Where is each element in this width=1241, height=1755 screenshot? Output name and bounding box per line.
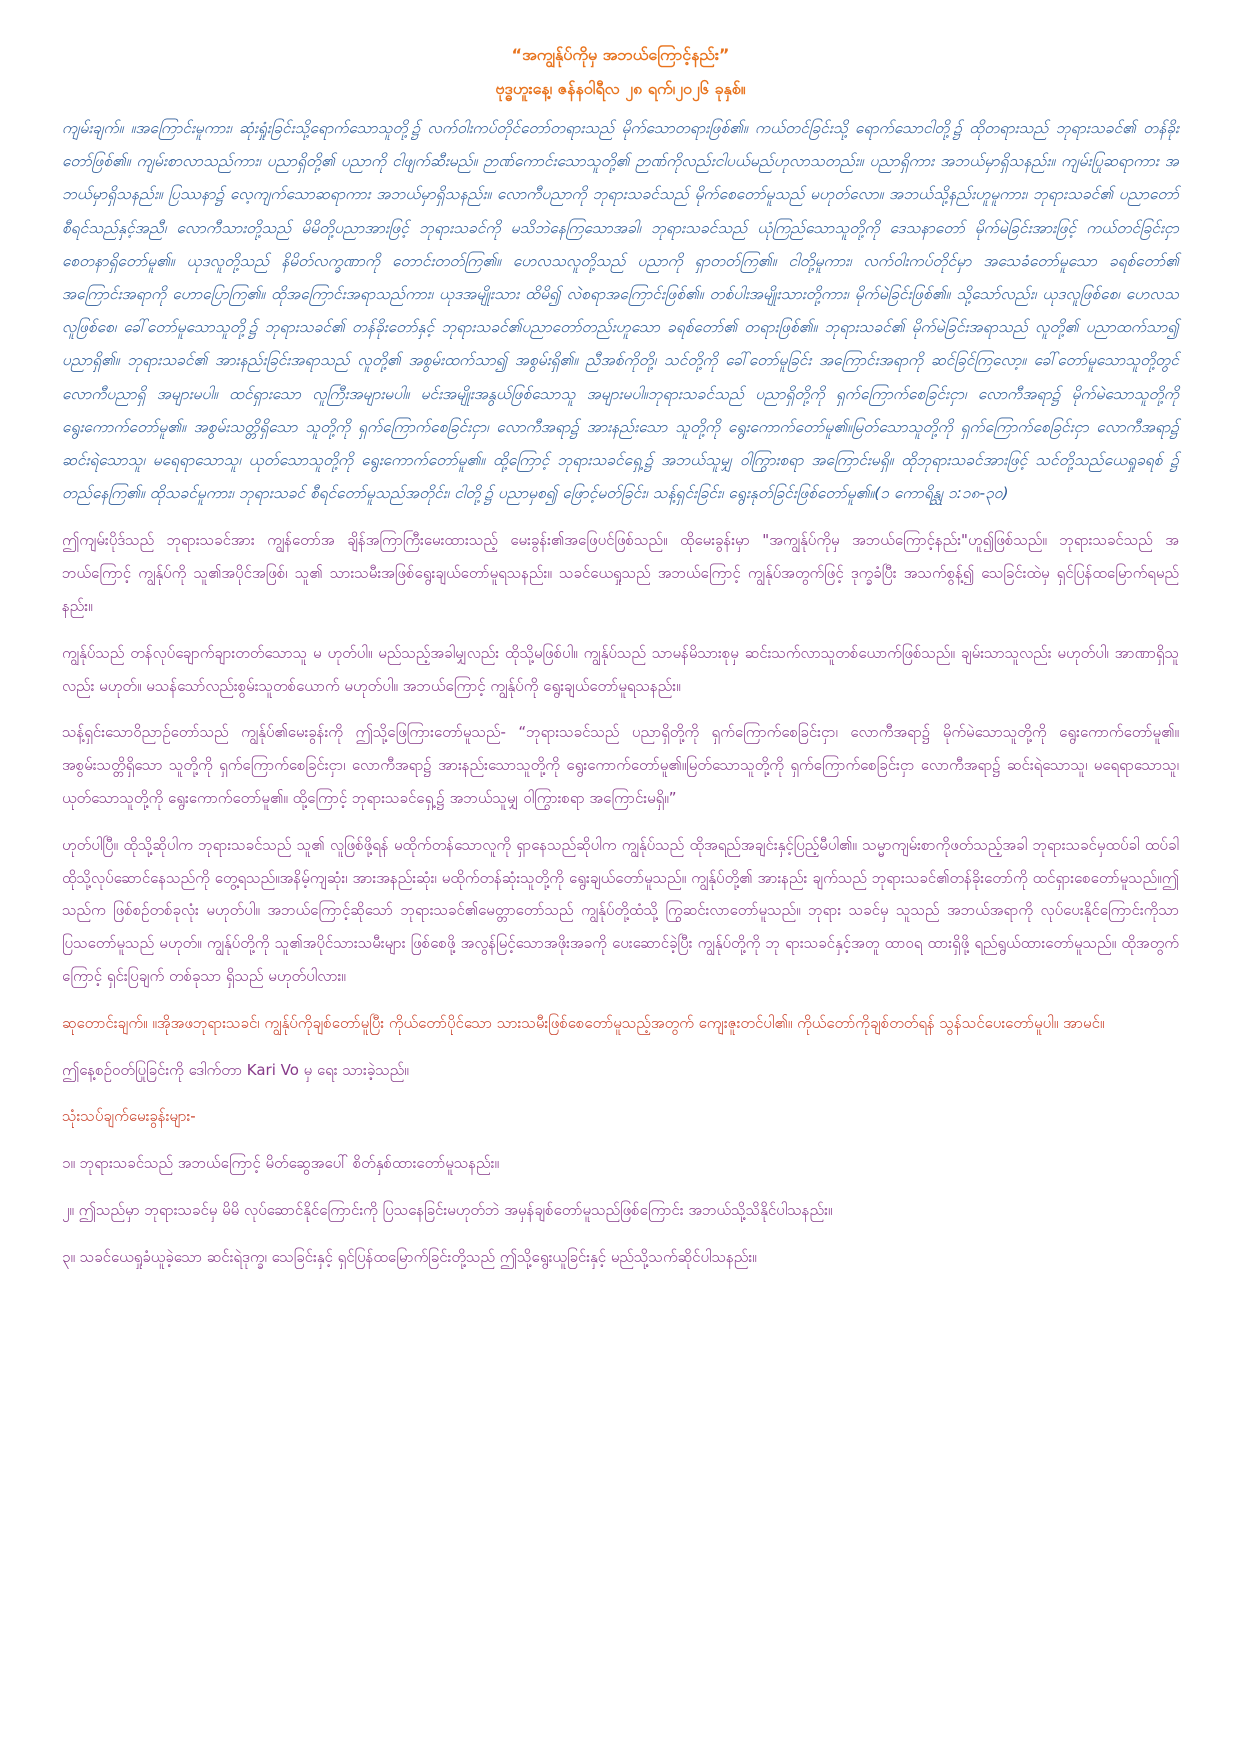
body-paragraph-1: ဤကျမ်းပိုဒ်သည် ဘုရားသခင်အား ကျွန်တော်အ ချိန်အကြာကြီးမေးထားသည့် မေးခွန်း၏အဖြေပင်ဖြစ်သည်။ ထိုမေးခွန်းမှာ "အကျွန်ုပ်ကိုမှ အဘယ်ကြောင့်နည်း"ဟူ၍ဖြစ်သည်။ ဘုရားသခင်သည် အ ဘယ်ကြောင့် ကျွန်ုပ်ကို သူ၏အပိုင်အဖြစ်၊ သူ၏ သားသမီးအဖြစ်ရွေးချယ်တော်မူရသနည်း။ သခင်ယေရှုသည် အဘယ်ကြောင့် ကျွန်ုပ်အတွက်ဖြင့် ဒုက္ခခံပြီး အသက်စွန့်၍ သေခြင်းထဲမှ ရှင်ပြန်ထမြောက်ရမည်နည်း။ bbox=[62, 531, 1179, 616]
body-paragraph-3: သန့်ရှင်းသောဝိညာဉ်တော်သည် ကျွန်ုပ်၏မေးခွန်းကို ဤသို့ဖြေကြားတော်မူသည်- “ဘုရားသခင်သည် ပညာရှိတို့ကို ရှက်ကြောက်စေခြင်းငှာ၊ လောကီအရာ၌ မိုက်မဲသောသူတို့ကို ရွေးကောက်တော်မူ၏။ အစွမ်းသတ္တိရှိသော သူတို့ကို ရှက်ကြောက်စေခြင်းငှာ၊ လောကီအရာ၌ အားနည်းသောသူတို့ကို ရွေးကောက်တော်မူ၏။မြတ်သောသူတို့ကို ရှက်ကြောက်စေခြင်းငှာ လောကီအရာ၌ ဆင်းရဲသောသူ၊ မရေရာသောသူ၊ ယုတ်သောသူတို့ကို ရွေးကောက်တော်မူ၏။ ထို့ကြောင့် ဘုရားသခင်ရှေ့၌ အဘယ်သူမျှ ဝါကြွားစရာ အကြောင်းမရှိ။” bbox=[62, 723, 1179, 808]
body-paragraph-2: ကျွန်ုပ်သည် တန်လုပ်ချောက်ချားတတ်သောသူ မ ဟုတ်ပါ။ မည်သည့်အခါမျှလည်း ထိုသို့မဖြစ်ပါ။ ကျွန်ုပ်သည် သာမန်မိသားစုမှ ဆင်းသက်လာသူတစ်ယောက်ဖြစ်သည်။ ချမ်းသာသူလည်း မဟုတ်ပါ၊ အာဏာရှိသူလည်း မဟုတ်။ မသန်သော်လည်းစွမ်းသူတစ်ယောက် မဟုတ်ပါ။ အဘယ်ကြောင့် ကျွန်ုပ်ကို ရွေးချယ်တော်မူရသနည်း။ bbox=[62, 643, 1179, 695]
prayer-paragraph: ဆုတောင်းချက်။ ။အိုအဖဘုရားသခင်၊ ကျွန်ုပ်ကိုချစ်တော်မူပြီး ကိုယ်တော်ပိုင်သော သားသမီးဖြစ်စေတော်မူသည့်အတွက် ကျေးဇူးတင်ပါ၏။ ကိုယ်တော်ကိုချစ်တတ်ရန် သွန်သင်ပေးတော်မူပါ။ အာမင်။ bbox=[62, 1013, 1105, 1032]
reflection-question-3: ၃။ သခင်ယေရှုခံယူခဲ့သော ဆင်းရဲဒုက္ခ၊ သေခြင်းနှင့် ရှင်ပြန်ထမြောက်ခြင်းတို့သည် ဤသို့ရွေးယူခြင်းနှင့် မည်သို့သက်ဆိုင်ပါသနည်း။ bbox=[62, 1247, 757, 1266]
reflection-question-1: ၁။ ဘုရားသခင်သည် အဘယ်ကြောင့် မိတ်ဆွေအပေါ် စိတ်နှစ်ထားတော်မူသနည်း။ bbox=[62, 1154, 500, 1173]
reflection-questions-heading: သုံးသပ်ချက်မေးခွန်းများ- bbox=[62, 1107, 196, 1126]
scripture-passage: ကျမ်းချက်။ ။အကြောင်းမူကား၊ ဆုံးရှုံးခြင်းသို့ရောက်သောသူတို့၌ လက်ဝါးကပ်တိုင်တော်တရားသည် မိုက်သောတရားဖြစ်၏။ ကယ်တင်ခြင်းသို့ ရောက်သောငါတို့၌ ထိုတရားသည် ဘုရားသခင်၏ တန်ခိုးတော်ဖြစ်၏။ ကျမ်းစာလာသည်ကား၊ ပညာရှိတို့၏ ပညာကို ငါဖျက်ဆီးမည်။ ဉာဏ်ကောင်းသောသူတို့၏ ဉာဏ်ကိုလည်းငါပယ်မည်ဟုလာသတည်း။ ပညာရှိကား အဘယ်မှာရှိသနည်း။ ကျမ်းပြုဆရာကား အဘယ်မှာရှိသနည်း။ ပြဿနာ၌ လေ့ကျက်သောဆရာကား အဘယ်မှာရှိသနည်း။ လောကီပညာကို ဘုရားသခင်သည် မိုက်စေတော်မူသည် မဟုတ်လော။ အဘယ်သို့နည်းဟူမူကား၊ ဘုရားသခင်၏ ပညာတော်စီရင်သည်နှင့်အညီ၊ လောကီသားတို့သည် မိမိတို့ပညာအားဖြင့် ဘုရားသခင်ကို မသိဘဲနေကြသောအခါ၊ ဘုရားသခင်သည် ယုံကြည်သောသူတို့ကို ဒေသနာတော် မိုက်မဲခြင်းအားဖြင့် ကယ်တင်ခြင်းငှာ စေတနာရှိတော်မူ၏။ ယုဒလူတို့သည် နိမိတ်လက္ခဏာကို တောင်းတတ်ကြ၏။ ဟေလသလူတို့သည် ပညာကို ရှာတတ်ကြ၏။ ငါတို့မူကား၊ လက်ဝါးကပ်တိုင်မှာ အသေခံတော်မူသော ခရစ်တော်၏ အကြောင်းအရာကို ဟောပြောကြ၏။ ထိုအကြောင်းအရာသည်ကား၊ ယုဒအမျိုးသား ထိမိ၍ လဲစရာအကြောင်းဖြစ်၏။ တစ်ပါးအမျိုးသားတို့ကား၊ မိုက်မဲခြင်းဖြစ်၏။ သို့သော်လည်း၊ ယုဒလူဖြစ်စေ၊ ဟေလသလူဖြစ်စေ၊ ခေါ်တော်မူသောသူတို့၌ ဘုရားသခင်၏ တန်ခိုးတော်နှင့် ဘုရားသခင်၏ပညာတော်တည်းဟူသော ခရစ်တော်၏ တရားဖြစ်၏။ ဘုရားသခင်၏ မိုက်မဲခြင်းအရာသည် လူတို့၏ ပညာထက်သာ၍ ပညာရှိ၏။ ဘုရားသခင်၏ အားနည်းခြင်းအရာသည် လူတို့၏ အစွမ်းထက်သာ၍ အစွမ်းရှိ၏။ ညီအစ်ကိုတို့၊ သင်တို့ကို ခေါ်တော်မူခြင်း အကြောင်းအရာကို ဆင်ခြင်ကြလော့။ ခေါ်တော်မူသောသူတို့တွင် လောကီပညာရှိ အများမပါ။ ထင်ရှားသော လူကြီးအများမပါ။ မင်းအမျိုးအနွယ်ဖြစ်သောသူ အများမပါ။ဘုရားသခင်သည် ပညာရှိတို့ကို ရှက်ကြောက်စေခြင်းငှာ၊ လောကီအရာ၌ မိုက်မဲသောသူတို့ကို ရွေးကောက်တော်မူ၏။ အစွမ်းသတ္တိရှိသော သူတို့ကို ရှက်ကြောက်စေခြင်းငှာ၊ လောကီအရာ၌ အားနည်းသော သူတို့ကို ရွေးကောက်တော်မူ၏။မြတ်သောသူတို့ကို ရှက်ကြောက်စေခြင်းငှာ လောကီအရာ၌ ဆင်းရဲသောသူ၊ မရေရာသောသူ၊ ယုတ်သောသူတို့ကို ရွေးကောက်တော်မူ၏။ ထို့ကြောင့် ဘုရားသခင်ရှေ့၌ အဘယ်သူမျှ ဝါကြွားစရာ အကြောင်းမရှိ။ ထိုဘုရားသခင်အားဖြင့် သင်တို့သည်ယေရှုခရစ် ၌ တည်နေကြ၏။ ထိုသခင်မူကား၊ ဘုရားသခင် စီရင်တော်မူသည်အတိုင်း၊ ငါတို့၌ ပညာမှစ၍ ဖြောင့်မတ်ခြင်း၊ သန့်ရှင်းခြင်း၊ ရွေးနုတ်ခြင်းဖြစ်တော်မူ၏။(၁ ကောရိန္သု ၁:၁၈-၃၀) bbox=[62, 119, 1179, 503]
body-paragraph-4: ဟုတ်ပါပြီ။ ထိုသို့ဆိုပါက ဘုရားသခင်သည် သူ၏ လူဖြစ်ဖို့ရန် မထိုက်တန်သောလူကို ရှာနေသည်ဆိုပါက ကျွန်ုပ်သည် ထိုအရည်အချင်းနှင့်ပြည့်မီပါ၏။ သမ္မာကျမ်းစာကိုဖတ်သည့်အခါ ဘုရားသခင်မှထပ်ခါ ထပ်ခါ ထိုသို့လုပ်ဆောင်နေသည်ကို တွေ့ရသည်။အနိမ့်ကျဆုံး၊ အားအနည်းဆုံး၊ မထိုက်တန်ဆုံးသူတို့ကို ရွေးချယ်တော်မူသည်။ ကျွန်ုပ်တို့၏ အားနည်း ချက်သည် ဘုရားသခင်၏တန်ခိုးတော်ကို ထင်ရှားစေတော်မူသည်။ဤသည်က ဖြစ်စဉ်တစ်ခုလုံး မဟုတ်ပါ။ အဘယ်ကြောင့်ဆိုသော် ဘုရားသခင်၏မေတ္တာတော်သည် ကျွန်ုပ်တို့ထံသို့ ကြွဆင်းလာတော်မူသည်။ ဘုရား သခင်မှ သူသည် အဘယ်အရာကို လုပ်ပေးနိုင်ကြောင်းကိုသာ ပြသတော်မူသည် မဟုတ်။ ကျွန်ုပ်တို့ကို သူ၏အပိုင်သားသမီးများ ဖြစ်စေဖို့ အလွန်မြင့်သောအဖိုးအခကို ပေးဆောင်ခဲ့ပြီး ကျွန်ုပ်တို့ကို ဘု ရားသခင်နှင့်အတူ ထာဝရ ထားရှိဖို့ ရည်ရွယ်ထားတော်မူသည်။ ထိုအတွက်ကြောင့် ရှင်းပြချက် တစ်ခုသာ ရှိသည် မဟုတ်ပါလား။ bbox=[62, 835, 1179, 985]
devotional-title: “အကျွန်ုပ်ကိုမှ အဘယ်ကြောင့်နည်း” bbox=[511, 45, 730, 64]
reflection-question-2: ၂။ ဤသည်မှာ ဘုရားသခင်မှ မိမိ လုပ်ဆောင်နိုင်ကြောင်းကို ပြသနေခြင်းမဟုတ်ဘဲ အမှန်ချစ်တော်မူသည်ဖြစ်ကြောင်း အဘယ်သို့သိနိုင်ပါသနည်း။ bbox=[62, 1200, 833, 1219]
author-credit: ဤနေ့စဉ်ဝတ်ပြုခြင်းကို ဒေါက်တာ Kari Vo မှ ရေး သားခဲ့သည်။ bbox=[62, 1060, 409, 1079]
devotional-date: ဗုဒ္ဓဟူးနေ့၊ ဇန်နဝါရီလ ၂၈ ရက်၊၂၀၂၆ ခုနှစ်။ bbox=[495, 79, 746, 98]
